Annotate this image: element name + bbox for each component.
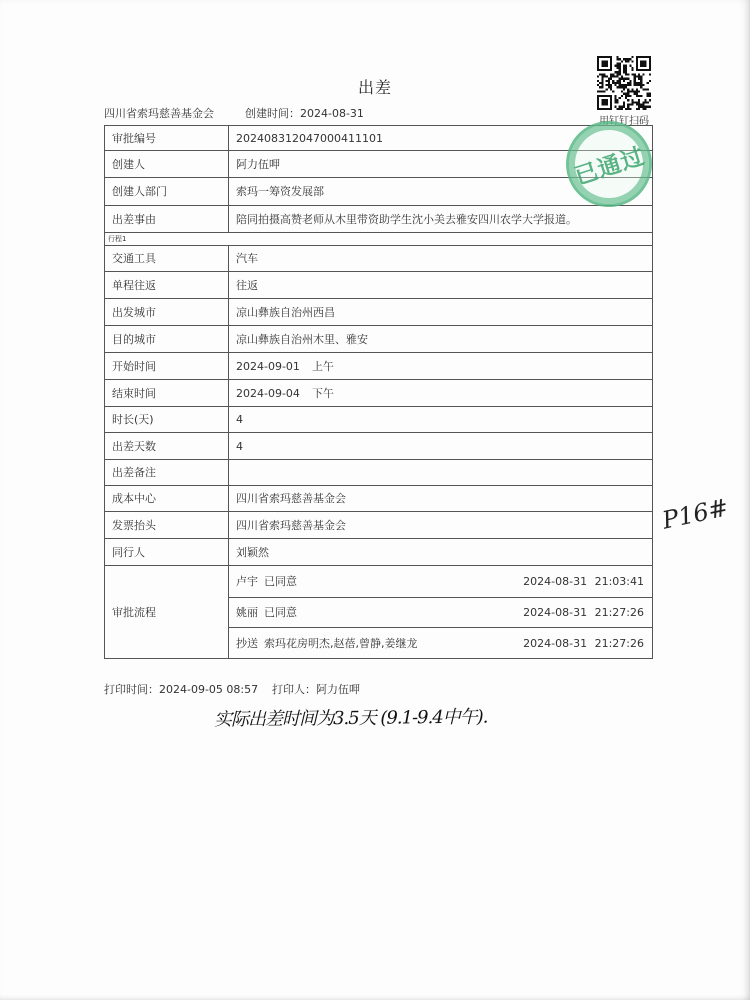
handwritten-note: 实际出差时间为3.5天 (9.1-9.4中午).: [213, 706, 488, 731]
row-label: 发票抬头: [105, 512, 229, 539]
table-row: [105, 206, 653, 233]
table-row: [105, 486, 653, 512]
table-row: [105, 299, 653, 326]
row-value: [229, 380, 653, 407]
row-label: 创建人: [105, 151, 229, 178]
header-created: [245, 105, 364, 121]
approver-name: 卢宇: [236, 575, 258, 588]
trip-form-table: [104, 125, 653, 659]
row-label: 结束时间: [105, 380, 229, 407]
approval-cc: [229, 628, 653, 659]
approval-step: [229, 566, 653, 598]
row-label: 审批编号: [105, 126, 229, 151]
row-value: 四川省索玛慈善基金会: [229, 512, 653, 539]
end-date: 2024-09-04: [236, 386, 300, 400]
approval-time: 2024-08-31 21:03:41: [523, 575, 644, 588]
row-label: 成本中心: [105, 486, 229, 512]
printer-label: 打印人：: [272, 683, 316, 696]
cc-names: 索玛花房明杰,赵蓓,曾静,姜继龙: [264, 636, 418, 650]
table-row: [105, 407, 653, 433]
table-row: [105, 246, 653, 272]
table-row: [105, 380, 653, 407]
row-value: 凉山彝族自治州西昌: [229, 299, 653, 326]
section-row: [105, 233, 653, 246]
row-label: 出差事由: [105, 206, 229, 233]
approval-step: [229, 598, 653, 628]
row-label: 开始时间: [105, 353, 229, 380]
row-label: 时长(天): [105, 407, 229, 433]
print-time-value: 2024-09-05 08:57: [159, 683, 259, 696]
row-label: 目的城市: [105, 326, 229, 353]
approver-status: 已同意: [264, 575, 297, 588]
created-value: 2024-08-31: [300, 107, 364, 120]
cc-label: 抄送: [236, 636, 258, 650]
approver-status: 已同意: [264, 606, 297, 619]
table-row: [105, 460, 653, 486]
print-time-label: 打印时间：: [104, 683, 159, 696]
row-value: [229, 460, 653, 486]
row-value: 阿力伍呷: [229, 151, 653, 178]
row-value: 202408312047000411101: [229, 126, 653, 151]
print-time: [104, 681, 258, 697]
end-period: 下午: [311, 386, 334, 400]
approval-label: 审批流程: [105, 566, 229, 659]
created-label: 创建时间：: [245, 107, 300, 120]
row-value: 汽车: [229, 246, 653, 272]
row-value: 四川省索玛慈善基金会: [229, 486, 653, 512]
qr-code: [596, 56, 652, 110]
row-label: 创建人部门: [105, 178, 229, 206]
handwritten-margin-mark: P16#: [659, 493, 731, 535]
row-value: 刘颖然: [229, 539, 653, 566]
table-row: [105, 512, 653, 539]
row-value: 索玛一筹资发展部: [229, 178, 653, 206]
printer: [272, 681, 360, 697]
table-row: [105, 326, 653, 353]
row-label: 单程往返: [105, 272, 229, 299]
table-row: [105, 272, 653, 299]
row-label: 交通工具: [105, 246, 229, 272]
approver-name: 姚丽: [236, 606, 258, 619]
row-label: 出差备注: [105, 460, 229, 486]
printer-value: 阿力伍呷: [316, 683, 360, 696]
row-label: 同行人: [105, 539, 229, 566]
table-row: [105, 539, 653, 566]
row-label: 出发城市: [105, 299, 229, 326]
cc-time: 2024-08-31 21:27:26: [523, 636, 644, 650]
start-period: 上午: [311, 359, 334, 373]
row-value: 4: [229, 407, 653, 433]
table-row: [105, 433, 653, 460]
header-org: 四川省索玛慈善基金会: [104, 107, 214, 120]
approval-time: 2024-08-31 21:27:26: [523, 606, 644, 619]
start-date: 2024-09-01: [236, 359, 300, 373]
page-title: 出差: [357, 78, 392, 97]
table-row: [105, 353, 653, 380]
row-value: 4: [229, 433, 653, 460]
row-value: [229, 353, 653, 380]
row-value: 往返: [229, 272, 653, 299]
qr-caption: 用钉钉扫码: [599, 116, 649, 127]
section-label: 行程1: [105, 233, 653, 246]
row-value: 凉山彝族自治州木里、雅安: [229, 326, 653, 353]
row-value: 陪同拍摄高赞老师从木里带资助学生沈小美去雅安四川农学大学报道。: [229, 206, 653, 233]
row-label: 出差天数: [105, 433, 229, 460]
approval-row: [105, 566, 653, 598]
stamp-text: 已通过: [571, 142, 649, 190]
